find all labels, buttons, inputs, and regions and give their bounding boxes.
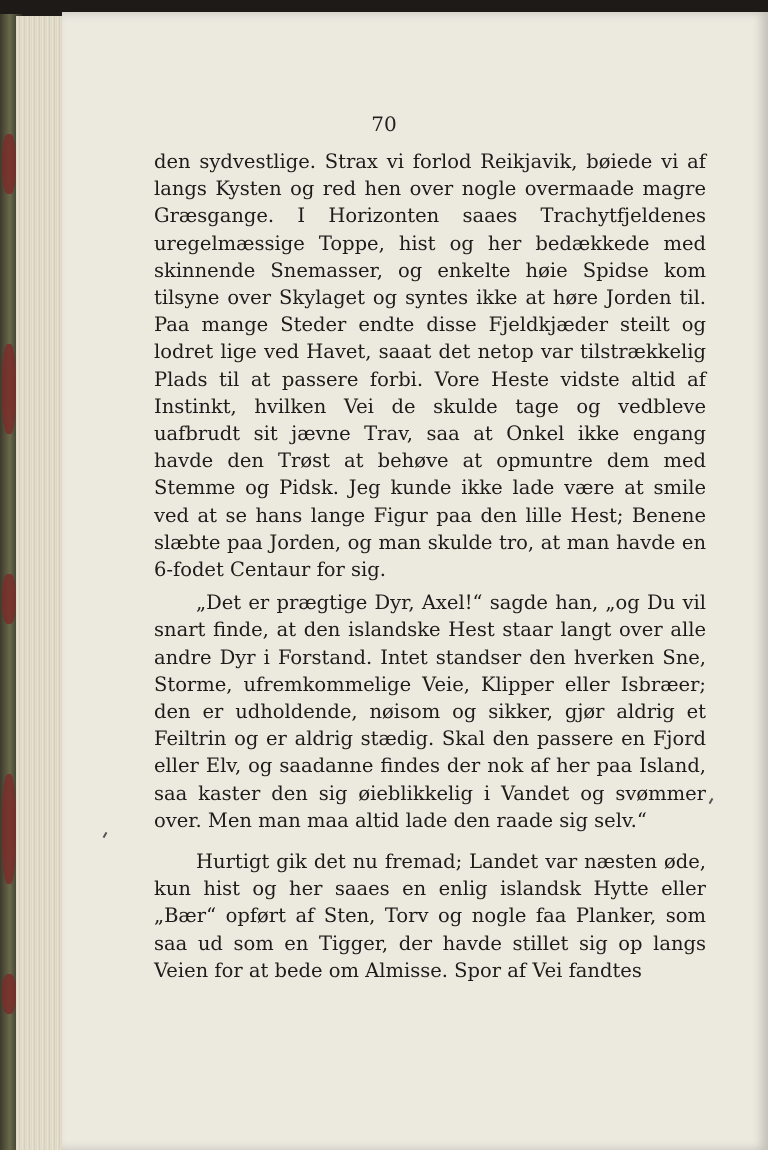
page-number: 70 [371,112,397,136]
ink-speck [709,798,714,804]
paragraph: „Det er prægtige Dyr, Axel!“ sagde han, „og Du vil snart finde, at den islandske Hest staar langt over alle andre Dyr i Forstand. Intet standser den hverken Sne, Storme, ufremkommelige Veie, Klipper eller Isbræer; den er udholdende, nøisom og sikker, gjør aldrig et Feiltrin og er aldrig stædig. Skal den passere en Fjord eller Elv, og saadanne findes der nok af her paa Island, saa kaster den sig øieblikkelig i Vandet og svømmer over. Men man maa altid lade den raade sig selv.“ [154,591,706,832]
paragraph: Hurtigt gik det nu fremad; Landet var næsten øde, kun hist og her saaes en enlig islandsk Hytte eller „Bær“ opført af Sten, Torv og nogle faa Planker, som saa ud som en Tigger, der havde stillet sig op langs Veien for at bede om Almisse. Spor af Vei fandtes [154,850,706,982]
cover-marbling [2,774,16,884]
cover-marbling [2,344,16,434]
paragraph: den sydvestlige. Strax vi forlod Reikjavik, bøiede vi af langs Kysten og red hen over nogle overmaade magre Græsgange. I Horizonten saaes Trachytfjeldenes uregelmæssige Toppe, hist og her bedækkede med skinnende Snemasser, og enkelte høie Spidse kom tilsyne over Skylaget og syntes ikke at høre Jorden til. Paa mange Steder endte disse Fjeldkjæder steilt og lodret lige ved Havet, saaat det netop var tilstrækkelig Plads til at passere forbi. Vore Heste vidste altid af Instinkt, hvilken Vei de skulde tage og vedbleve uafbrudt sit jævne Trav, saa at Onkel ikke engang havde den Trøst at behøve at opmuntre dem med Stemme og Pidsk. Jeg kunde ikke lade være at smile ved at se hans lange Figur paa den lille Hest; Benene slæbte paa Jorden, og man skulde tro, at man havde en 6-fodet Centaur for sig. [154,150,706,582]
cover-marbling [2,974,16,1014]
ink-speck [103,832,108,838]
body-text [154,148,706,984]
cover-marbling [2,574,16,624]
cover-marbling [2,134,16,194]
